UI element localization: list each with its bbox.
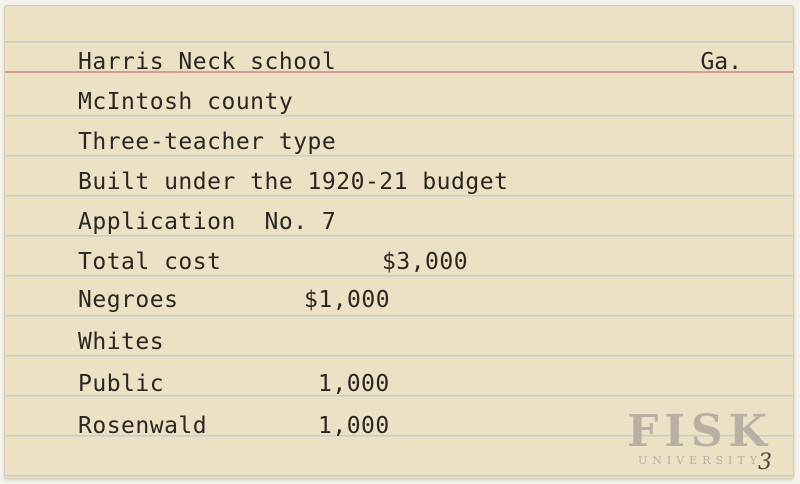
page-number: 3 <box>758 450 772 475</box>
state-label: Ga. <box>700 49 742 75</box>
type-line: Three-teacher type <box>78 129 337 155</box>
rosenwald-label: Rosenwald <box>78 413 208 439</box>
whites-label: Whites <box>78 329 165 355</box>
application-line: Application No. 7 <box>78 209 337 235</box>
negroes-amount: $1,000 <box>304 287 391 313</box>
county-line: McIntosh county <box>78 89 294 115</box>
budget-line: Built under the 1920-21 budget <box>78 169 509 195</box>
school-name: Harris Neck school <box>78 49 337 75</box>
watermark-sub: UNIVERSITY <box>638 454 762 467</box>
index-card <box>4 5 794 479</box>
public-amount: 1,000 <box>318 371 390 397</box>
fisk-watermark <box>620 406 780 467</box>
watermark-main: FISK <box>627 406 773 457</box>
total-cost-amount: $3,000 <box>382 249 469 275</box>
public-label: Public <box>78 371 165 397</box>
total-cost-label: Total cost <box>78 249 222 275</box>
negroes-label: Negroes <box>78 287 179 313</box>
rosenwald-amount: 1,000 <box>318 413 390 439</box>
